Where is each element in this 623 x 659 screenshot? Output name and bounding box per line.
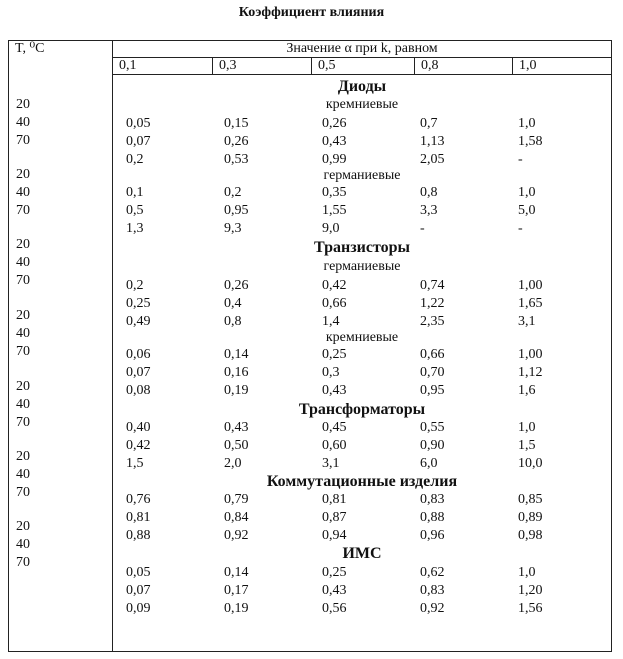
temperature-cell: 20 (16, 519, 30, 534)
temperature-cell: 70 (16, 203, 30, 218)
value-cell: 0,70 (420, 365, 445, 380)
value-cell: 0,42 (322, 278, 347, 293)
value-cell: 0,98 (518, 528, 543, 543)
section-title-ic: ИМС (342, 545, 382, 562)
temperature-cell: 70 (16, 344, 30, 359)
value-cell: 0,96 (420, 528, 445, 543)
value-cell: 0,3 (322, 365, 340, 380)
value-cell: 0,43 (322, 134, 347, 149)
temperature-cell: 70 (16, 133, 30, 148)
section-title-transistors: Транзисторы (314, 239, 410, 256)
value-cell: 0,19 (224, 601, 249, 616)
value-cell: 0,25 (322, 565, 347, 580)
value-cell: 0,60 (322, 438, 347, 453)
value-cell: 0,2 (126, 152, 144, 167)
value-cell: 0,84 (224, 510, 249, 525)
value-cell: 0,17 (224, 583, 249, 598)
subsection-label: кремниевые (325, 97, 399, 112)
value-cell: 2,0 (224, 456, 242, 471)
temperature-cell: 70 (16, 415, 30, 430)
value-cell: 0,55 (420, 420, 445, 435)
value-cell: 0,35 (322, 185, 347, 200)
temperature-cell: 20 (16, 167, 30, 182)
value-cell: 0,81 (322, 492, 347, 507)
value-cell: 0,16 (224, 365, 249, 380)
value-cell: 0,8 (420, 185, 438, 200)
k-header: 0,5 (318, 58, 336, 73)
value-cell: 6,0 (420, 456, 438, 471)
value-cell: 9,0 (322, 221, 340, 236)
k-col-sep-3 (414, 58, 415, 74)
value-cell: 1,00 (518, 347, 543, 362)
value-cell: 5,0 (518, 203, 536, 218)
value-cell: 0,5 (126, 203, 144, 218)
temperature-cell: 40 (16, 397, 30, 412)
temperature-cell: 70 (16, 555, 30, 570)
value-cell: 0,85 (518, 492, 543, 507)
value-cell: 0,87 (322, 510, 347, 525)
value-cell: 0,74 (420, 278, 445, 293)
subsection-label: кремниевые (325, 330, 399, 345)
value-cell: - (420, 221, 425, 236)
value-cell: 0,05 (126, 565, 151, 580)
value-cell: 0,90 (420, 438, 445, 453)
value-cell: 1,22 (420, 296, 445, 311)
value-cell: 0,95 (224, 203, 249, 218)
value-cell: 1,65 (518, 296, 543, 311)
value-cell: 0,81 (126, 510, 151, 525)
value-cell: 0,7 (420, 116, 438, 131)
value-cell: 0,43 (322, 383, 347, 398)
value-cell: 1,12 (518, 365, 543, 380)
value-cell: 0,95 (420, 383, 445, 398)
value-cell: 1,4 (322, 314, 340, 329)
value-cell: 0,83 (420, 492, 445, 507)
k-col-sep-4 (512, 58, 513, 74)
k-header: 0,8 (421, 58, 439, 73)
value-cell: 0,42 (126, 438, 151, 453)
value-cell: 0,06 (126, 347, 151, 362)
temperature-cell: 40 (16, 185, 30, 200)
value-cell: 1,58 (518, 134, 543, 149)
temperature-cell: 40 (16, 115, 30, 130)
value-cell: 0,8 (224, 314, 242, 329)
value-cell: 0,43 (322, 583, 347, 598)
value-cell: 0,14 (224, 347, 249, 362)
value-cell: 1,5 (518, 438, 536, 453)
value-cell: 0,05 (126, 116, 151, 131)
value-column-header: Значение α при k, равном (286, 41, 438, 56)
value-cell: 1,56 (518, 601, 543, 616)
subsection-label: германиевые (323, 259, 401, 274)
k-header: 0,1 (119, 58, 137, 73)
value-cell: 0,45 (322, 420, 347, 435)
value-cell: 9,3 (224, 221, 242, 236)
section-title-transformers: Трансформаторы (298, 401, 426, 418)
value-cell: 0,89 (518, 510, 543, 525)
value-cell: 0,19 (224, 383, 249, 398)
value-cell: 10,0 (518, 456, 543, 471)
temperature-cell: 40 (16, 326, 30, 341)
temperature-cell: 20 (16, 379, 30, 394)
value-cell: 0,26 (322, 116, 347, 131)
value-cell: 0,14 (224, 565, 249, 580)
k-col-sep-2 (311, 58, 312, 74)
value-cell: 0,08 (126, 383, 151, 398)
section-title-switching: Коммутационные изделия (266, 473, 458, 490)
value-cell: 1,0 (518, 185, 536, 200)
value-cell: 3,3 (420, 203, 438, 218)
value-cell: 0,88 (126, 528, 151, 543)
value-cell: 0,92 (420, 601, 445, 616)
value-cell: 3,1 (518, 314, 536, 329)
section-title-diodes: Диоды (337, 78, 387, 95)
temp-column-header: T, ⁰C (15, 41, 45, 56)
value-cell: 1,0 (518, 565, 536, 580)
temperature-cell: 40 (16, 467, 30, 482)
value-cell: 2,35 (420, 314, 445, 329)
value-cell: 0,43 (224, 420, 249, 435)
temperature-cell: 20 (16, 449, 30, 464)
value-cell: 0,26 (224, 278, 249, 293)
temperature-cell: 20 (16, 237, 30, 252)
value-cell: 0,53 (224, 152, 249, 167)
value-cell: 0,4 (224, 296, 242, 311)
value-cell: 0,09 (126, 601, 151, 616)
value-cell: 1,5 (126, 456, 144, 471)
header-divider-1 (112, 57, 612, 58)
value-cell: 0,15 (224, 116, 249, 131)
value-cell: 1,00 (518, 278, 543, 293)
k-header: 0,3 (219, 58, 237, 73)
value-cell: 1,0 (518, 116, 536, 131)
value-cell: 0,66 (420, 347, 445, 362)
subsection-label: германиевые (323, 168, 401, 183)
value-cell: 0,40 (126, 420, 151, 435)
value-cell: 0,2 (126, 278, 144, 293)
value-cell: 1,3 (126, 221, 144, 236)
k-header: 1,0 (519, 58, 537, 73)
value-cell: - (518, 152, 523, 167)
value-cell: 0,62 (420, 565, 445, 580)
value-cell: - (518, 221, 523, 236)
value-cell: 1,55 (322, 203, 347, 218)
temperature-cell: 70 (16, 485, 30, 500)
value-cell: 0,2 (224, 185, 242, 200)
value-cell: 0,25 (126, 296, 151, 311)
temperature-cell: 20 (16, 308, 30, 323)
value-cell: 0,07 (126, 365, 151, 380)
value-cell: 3,1 (322, 456, 340, 471)
value-cell: 2,05 (420, 152, 445, 167)
value-cell: 1,6 (518, 383, 536, 398)
value-cell: 0,76 (126, 492, 151, 507)
table-title: Коэффициент влияния (238, 5, 385, 20)
value-cell: 0,92 (224, 528, 249, 543)
value-cell: 0,25 (322, 347, 347, 362)
value-cell: 0,99 (322, 152, 347, 167)
value-cell: 1,13 (420, 134, 445, 149)
temperature-cell: 40 (16, 537, 30, 552)
k-col-sep-1 (212, 58, 213, 74)
value-cell: 0,26 (224, 134, 249, 149)
value-cell: 1,20 (518, 583, 543, 598)
value-cell: 0,1 (126, 185, 144, 200)
value-cell: 0,50 (224, 438, 249, 453)
value-cell: 0,94 (322, 528, 347, 543)
header-divider-2 (112, 74, 612, 75)
temperature-cell: 20 (16, 97, 30, 112)
value-cell: 0,07 (126, 583, 151, 598)
temperature-cell: 70 (16, 273, 30, 288)
value-cell: 1,0 (518, 420, 536, 435)
value-cell: 0,49 (126, 314, 151, 329)
value-cell: 0,66 (322, 296, 347, 311)
value-cell: 0,56 (322, 601, 347, 616)
value-cell: 0,79 (224, 492, 249, 507)
temperature-cell: 40 (16, 255, 30, 270)
value-cell: 0,83 (420, 583, 445, 598)
value-cell: 0,88 (420, 510, 445, 525)
value-cell: 0,07 (126, 134, 151, 149)
